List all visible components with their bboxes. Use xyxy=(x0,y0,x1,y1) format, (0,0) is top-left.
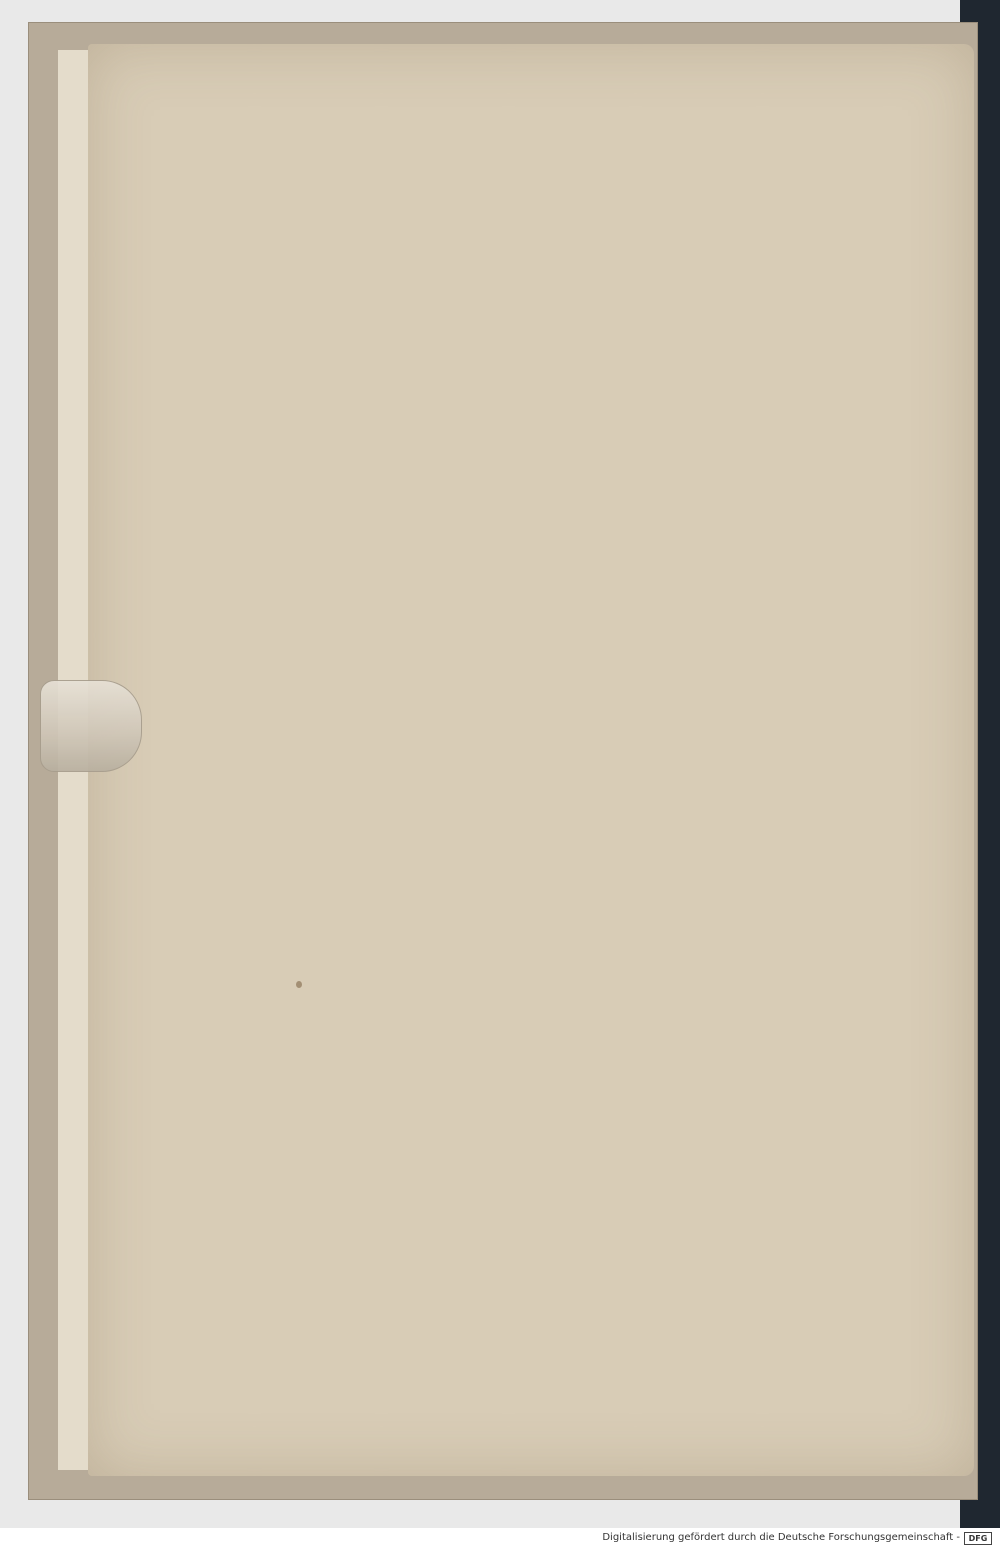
dfg-logo-icon: DFG xyxy=(964,1532,992,1545)
page-clip xyxy=(40,680,142,772)
footer xyxy=(0,1528,1000,1549)
funding-credit: Digitalisierung gefördert durch die Deutsche Forschungsgemeinschaft - xyxy=(602,1532,960,1543)
paper-spot xyxy=(296,981,302,988)
book-page xyxy=(88,44,974,1476)
